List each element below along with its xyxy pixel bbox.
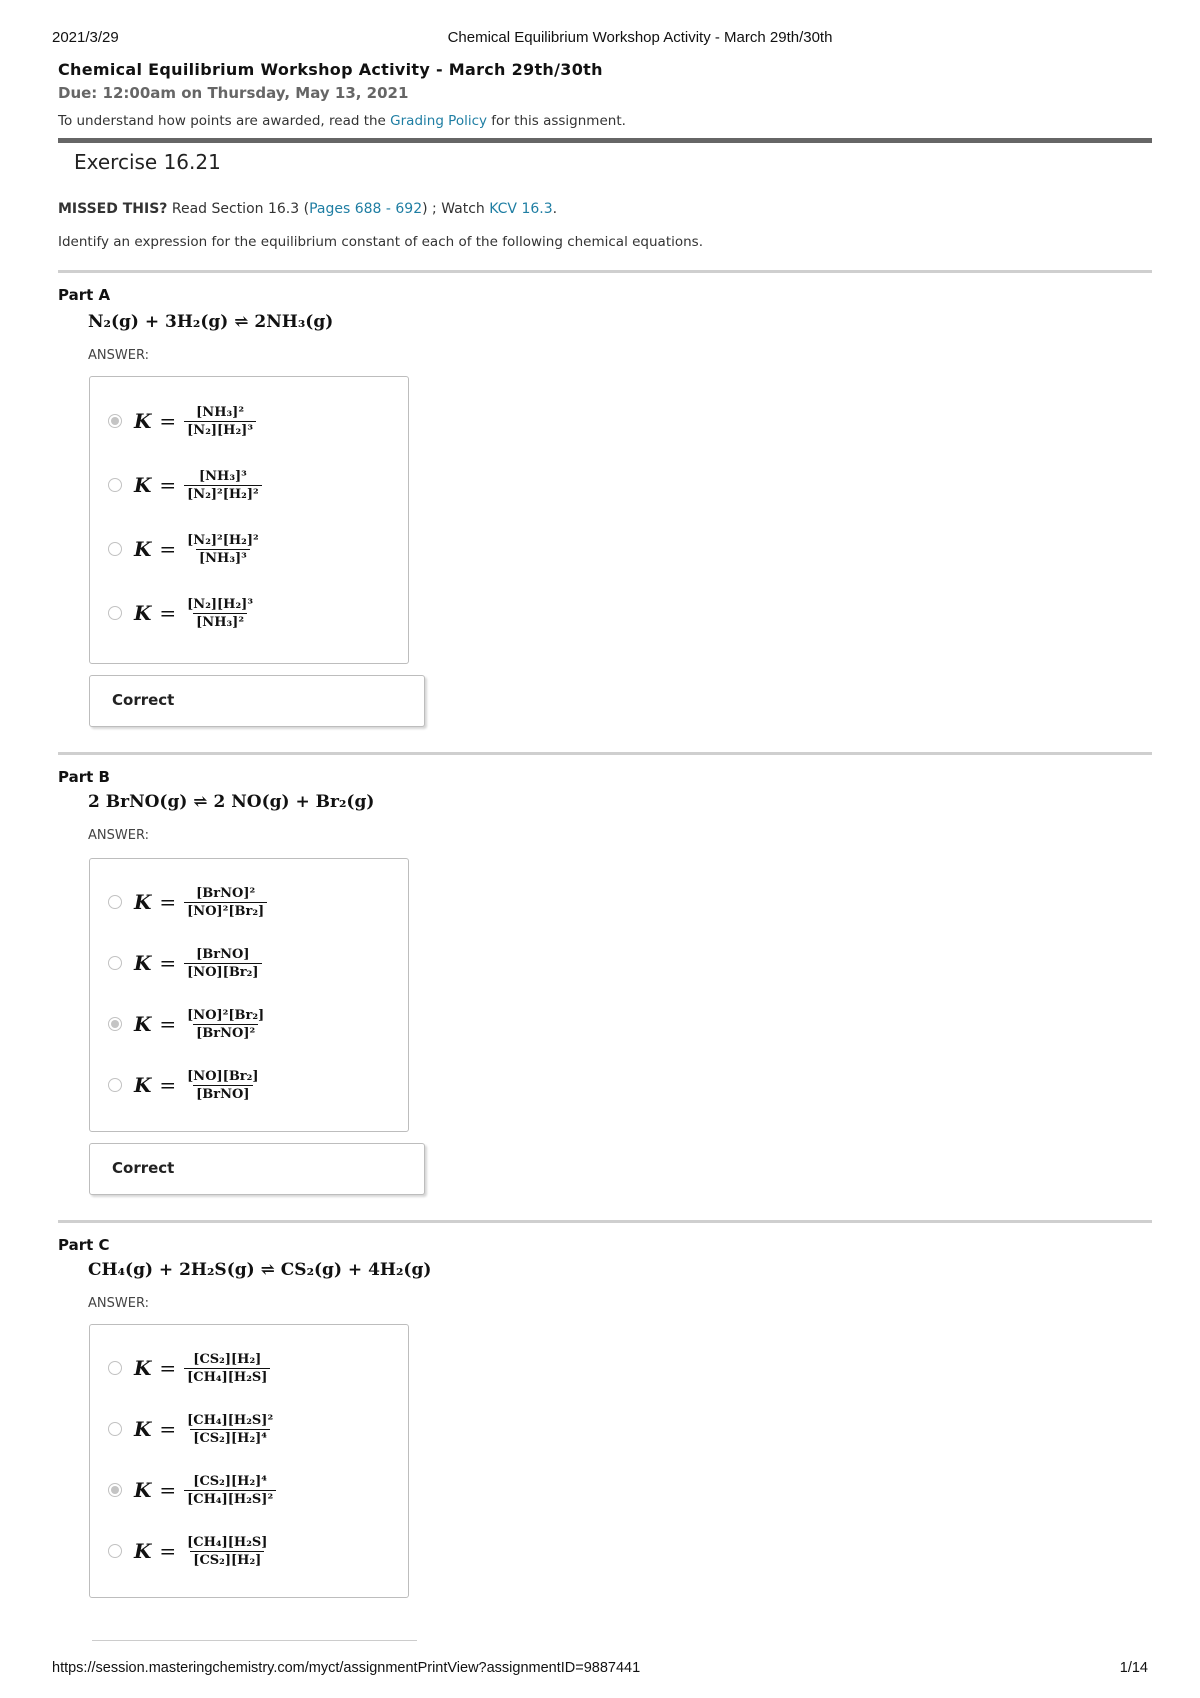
answer-option[interactable] [108,396,256,446]
answer-option[interactable] [108,1404,276,1454]
section-divider [58,752,1152,755]
feedback-box [89,1143,425,1195]
denominator: [NO][Br₂] [184,963,261,979]
page-number: 1/14 [1119,1660,1148,1676]
numerator: [CS₂][H₂]⁴ [193,1473,267,1489]
answer-label: ANSWER: [88,828,149,843]
fraction [184,1353,270,1384]
numerator: [CH₄][H₂S]² [187,1412,274,1428]
footer-divider [92,1640,417,1641]
feedback-text: Correct [112,691,175,709]
k-symbol: K [134,1417,152,1441]
k-symbol: K [134,951,152,975]
fraction [184,1475,276,1506]
equilibrium-expression [134,1353,270,1384]
fraction [184,406,256,437]
answer-label: ANSWER: [88,348,149,363]
missed-mid: ) ; Watch [422,201,490,217]
missed-this-note [58,201,557,217]
radio-button[interactable] [108,956,122,970]
answer-option[interactable] [108,999,267,1049]
k-symbol: K [134,473,152,497]
answer-option[interactable] [108,460,262,510]
numerator: [NH₃]² [196,404,245,420]
fraction [184,1536,270,1567]
equilibrium-expression [134,887,267,918]
equals-sign: = [159,1539,177,1563]
equilibrium-expression [134,1009,267,1040]
k-symbol: K [134,1478,152,1502]
answer-option[interactable] [108,1526,270,1576]
equilibrium-expression [134,1475,276,1506]
equals-sign: = [159,1073,177,1097]
equilibrium-expression [134,948,262,979]
radio-button[interactable] [108,1017,122,1031]
numerator: [BrNO]² [196,885,256,901]
section-divider [58,270,1152,273]
kcv-link[interactable]: KCV 16.3 [489,201,553,217]
k-symbol: K [134,601,152,625]
equals-sign: = [159,1478,177,1502]
equilibrium-expression [134,598,256,629]
equals-sign: = [159,890,177,914]
denominator: [BrNO] [193,1085,252,1101]
equals-sign: = [159,1356,177,1380]
denominator: [CH₄][H₂S]² [184,1490,276,1506]
part-title: Part A [58,286,111,304]
numerator: [NH₃]³ [199,468,247,484]
fraction [184,470,262,501]
denominator: [NO]²[Br₂] [184,902,267,918]
missed-read: Read Section 16.3 ( [167,201,310,217]
k-symbol: K [134,1073,152,1097]
assignment-title: Chemical Equilibrium Workshop Activity - March 29th/30th [58,60,603,79]
fraction [184,948,261,979]
radio-button[interactable] [108,1422,122,1436]
fraction [184,598,256,629]
header-divider [58,138,1152,143]
k-symbol: K [134,1539,152,1563]
section-divider [58,1220,1152,1223]
policy-prefix: To understand how points are awarded, read the [58,113,391,129]
fraction [184,534,262,565]
radio-button[interactable] [108,1544,122,1558]
k-symbol: K [134,409,152,433]
pages-link[interactable]: Pages 688 - 692 [309,201,423,217]
equals-sign: = [159,473,177,497]
answer-option[interactable] [108,877,267,927]
numerator: [N₂][H₂]³ [187,596,254,612]
answer-option[interactable] [108,588,256,638]
grading-policy-note [58,113,626,129]
equilibrium-expression [134,406,256,437]
radio-button[interactable] [108,1078,122,1092]
equals-sign: = [159,1417,177,1441]
due-date: Due: 12:00am on Thursday, May 13, 2021 [58,84,409,102]
print-title: Chemical Equilibrium Workshop Activity - March 29th/30th [447,29,833,46]
answer-options [89,858,409,1132]
k-symbol: K [134,1356,152,1380]
numerator: [CS₂][H₂] [193,1351,262,1367]
part-title: Part B [58,768,110,786]
denominator: [BrNO]² [193,1024,258,1040]
numerator: [NO]²[Br₂] [187,1007,265,1023]
answer-option[interactable] [108,1465,276,1515]
equilibrium-expression [134,1536,270,1567]
policy-suffix: for this assignment. [487,113,626,129]
denominator: [CS₂][H₂]⁴ [190,1429,270,1445]
chemical-equation: N₂(g) + 3H₂(g) ⇌ 2NH₃(g) [88,312,334,332]
equals-sign: = [159,1012,177,1036]
radio-button[interactable] [108,606,122,620]
fraction [184,887,267,918]
numerator: [NO][Br₂] [187,1068,259,1084]
equilibrium-expression [134,534,262,565]
radio-button[interactable] [108,478,122,492]
numerator: [N₂]²[H₂]² [187,532,259,548]
denominator: [NH₃]³ [196,549,250,565]
answer-label: ANSWER: [88,1296,149,1311]
feedback-text: Correct [112,1159,175,1177]
fraction [184,1009,267,1040]
answer-options [89,1324,409,1598]
radio-button[interactable] [108,1483,122,1497]
chemical-equation: CH₄(g) + 2H₂S(g) ⇌ CS₂(g) + 4H₂(g) [88,1260,432,1280]
print-header [52,29,1148,49]
equals-sign: = [159,537,177,561]
exercise-title: Exercise 16.21 [74,150,221,174]
equilibrium-expression [134,1070,262,1101]
fraction [184,1070,261,1101]
denominator: [CH₄][H₂S] [184,1368,270,1384]
k-symbol: K [134,890,152,914]
equilibrium-expression [134,1414,276,1445]
numerator: [CH₄][H₂S] [187,1534,268,1550]
equals-sign: = [159,951,177,975]
answer-option[interactable] [108,524,262,574]
radio-button[interactable] [108,414,122,428]
answer-option[interactable] [108,1060,262,1110]
radio-button[interactable] [108,542,122,556]
equilibrium-expression [134,470,262,501]
answer-options [89,376,409,664]
denominator: [N₂]²[H₂]² [184,485,262,501]
exercise-intro: Identify an expression for the equilibrium constant of each of the following chemical equations. [58,234,704,250]
k-symbol: K [134,1012,152,1036]
print-date: 2021/3/29 [52,29,119,46]
equals-sign: = [159,409,177,433]
numerator: [BrNO] [196,946,250,962]
feedback-box [89,675,425,727]
missed-end: . [552,201,558,217]
footer-url: https://session.masteringchemistry.com/myct/assignmentPrintView?assignmentID=9887441 [52,1660,641,1676]
fraction [184,1414,276,1445]
denominator: [CS₂][H₂] [190,1551,264,1567]
answer-option[interactable] [108,1343,270,1393]
grading-policy-link[interactable]: Grading Policy [390,113,488,129]
missed-label: MISSED THIS? [58,201,168,217]
equals-sign: = [159,601,177,625]
denominator: [NH₃]² [193,613,247,629]
denominator: [N₂][H₂]³ [184,421,256,437]
radio-button[interactable] [108,895,122,909]
answer-option[interactable] [108,938,262,988]
part-title: Part C [58,1236,110,1254]
chemical-equation: 2 BrNO(g) ⇌ 2 NO(g) + Br₂(g) [88,792,375,812]
radio-button[interactable] [108,1361,122,1375]
k-symbol: K [134,537,152,561]
